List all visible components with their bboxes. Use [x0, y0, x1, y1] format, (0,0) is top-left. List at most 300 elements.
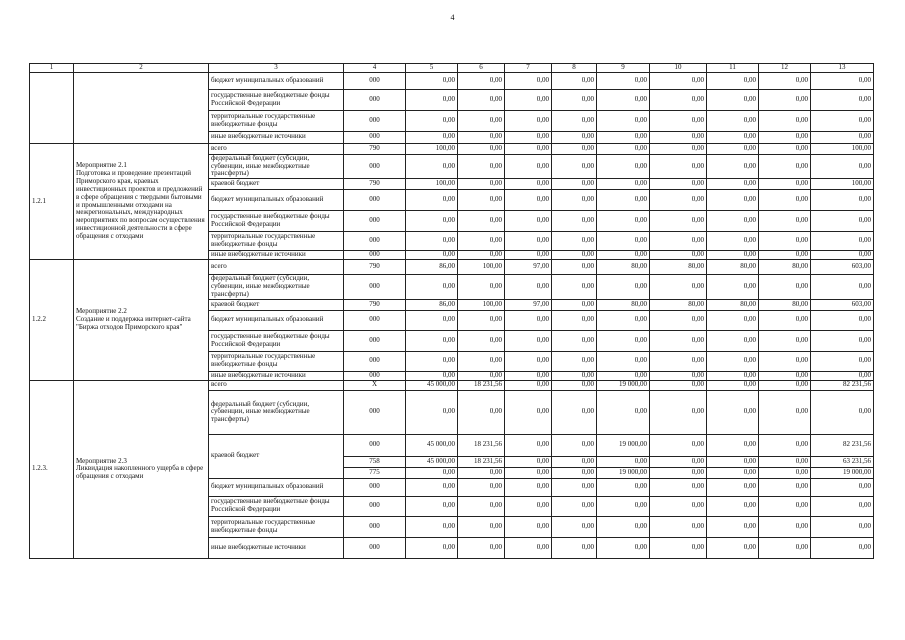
code-cell: 000	[344, 131, 406, 143]
column-header-9: 9	[597, 64, 650, 73]
amount-cell: 0,00	[597, 110, 650, 131]
code-cell: 000	[344, 516, 406, 537]
amount-cell: 0,00	[505, 351, 552, 371]
amount-cell: 0,00	[552, 496, 597, 516]
item-number-cell: 1.2.2	[30, 260, 74, 380]
code-cell: 790	[344, 143, 406, 154]
amount-cell: 80,00	[707, 299, 759, 310]
code-cell: 000	[344, 371, 406, 380]
amount-cell: 0,00	[552, 380, 597, 390]
item-name-cell	[74, 72, 209, 143]
amount-cell: 0,00	[650, 330, 707, 351]
amount-cell: 0,00	[552, 89, 597, 110]
code-cell: 000	[344, 72, 406, 89]
column-header-5: 5	[406, 64, 458, 73]
amount-cell: 0,00	[505, 275, 552, 299]
amount-cell: 0,00	[597, 190, 650, 211]
amount-cell: 0,00	[759, 110, 811, 131]
amount-cell: 0,00	[650, 434, 707, 456]
amount-cell: 0,00	[811, 390, 874, 434]
amount-cell: 0,00	[505, 478, 552, 496]
amount-cell: 0,00	[707, 251, 759, 260]
amount-cell: 0,00	[406, 537, 458, 558]
amount-cell: 0,00	[458, 537, 505, 558]
amount-cell: 0,00	[597, 310, 650, 330]
amount-cell: 0,00	[458, 179, 505, 190]
amount-cell: 0,00	[406, 496, 458, 516]
amount-cell: 0,00	[552, 72, 597, 89]
amount-cell: 63 231,56	[811, 456, 874, 467]
funding-source-cell: федеральный бюджет (субсидии, субвенции, иные межбюджетные трансферты)	[209, 275, 344, 299]
amount-cell: 0,00	[597, 232, 650, 251]
amount-cell: 0,00	[759, 190, 811, 211]
funding-source-cell: государственные внебюджетные фонды Российской Федерации	[209, 496, 344, 516]
column-header-1: 1	[30, 64, 74, 73]
funding-source-cell: всего	[209, 380, 344, 390]
amount-cell: 80,00	[597, 299, 650, 310]
code-cell: 000	[344, 275, 406, 299]
amount-cell: 0,00	[811, 190, 874, 211]
amount-cell: 0,00	[552, 260, 597, 275]
amount-cell: 0,00	[505, 143, 552, 154]
amount-cell: 0,00	[759, 89, 811, 110]
amount-cell: 0,00	[552, 456, 597, 467]
amount-cell: 0,00	[458, 351, 505, 371]
amount-cell: 0,00	[811, 251, 874, 260]
amount-cell: 0,00	[597, 496, 650, 516]
amount-cell: 100,00	[458, 299, 505, 310]
amount-cell: 0,00	[707, 330, 759, 351]
amount-cell: 0,00	[759, 143, 811, 154]
amount-cell: 0,00	[458, 143, 505, 154]
amount-cell: 0,00	[406, 478, 458, 496]
amount-cell: 0,00	[597, 72, 650, 89]
column-header-10: 10	[650, 64, 707, 73]
amount-cell: 0,00	[650, 72, 707, 89]
amount-cell: 0,00	[597, 143, 650, 154]
amount-cell: 0,00	[707, 456, 759, 467]
amount-cell: 0,00	[505, 89, 552, 110]
amount-cell: 100,00	[406, 143, 458, 154]
amount-cell: 0,00	[597, 89, 650, 110]
amount-cell: 0,00	[759, 179, 811, 190]
amount-cell: 0,00	[597, 251, 650, 260]
amount-cell: 0,00	[759, 154, 811, 178]
amount-cell: 45 000,00	[406, 456, 458, 467]
amount-cell: 0,00	[707, 390, 759, 434]
amount-cell: 0,00	[597, 390, 650, 434]
amount-cell: 18 231,56	[458, 434, 505, 456]
amount-cell: 0,00	[707, 131, 759, 143]
amount-cell: 0,00	[552, 211, 597, 232]
amount-cell: 0,00	[759, 516, 811, 537]
amount-cell: 0,00	[650, 496, 707, 516]
amount-cell: 80,00	[759, 260, 811, 275]
amount-cell: 0,00	[597, 516, 650, 537]
amount-cell: 0,00	[811, 371, 874, 380]
amount-cell: 0,00	[707, 232, 759, 251]
amount-cell: 0,00	[811, 275, 874, 299]
amount-cell: 45 000,00	[406, 434, 458, 456]
amount-cell: 0,00	[759, 251, 811, 260]
amount-cell: 100,00	[406, 179, 458, 190]
amount-cell: 0,00	[505, 211, 552, 232]
amount-cell: 0,00	[650, 275, 707, 299]
code-cell: 000	[344, 478, 406, 496]
column-header-7: 7	[505, 64, 552, 73]
amount-cell: 0,00	[707, 371, 759, 380]
amount-cell: 0,00	[597, 478, 650, 496]
amount-cell: 0,00	[650, 537, 707, 558]
code-cell: 000	[344, 330, 406, 351]
amount-cell: 603,00	[811, 260, 874, 275]
amount-cell: 0,00	[759, 456, 811, 467]
code-cell: 000	[344, 190, 406, 211]
table-row	[30, 72, 874, 89]
amount-cell: 0,00	[505, 390, 552, 434]
amount-cell: 0,00	[707, 380, 759, 390]
amount-cell: 0,00	[707, 89, 759, 110]
amount-cell: 0,00	[650, 143, 707, 154]
amount-cell: 0,00	[811, 154, 874, 178]
amount-cell: 0,00	[759, 371, 811, 380]
funding-source-cell: краевой бюджет	[209, 434, 344, 478]
amount-cell: 0,00	[650, 467, 707, 478]
amount-cell: 0,00	[650, 516, 707, 537]
amount-cell: 0,00	[811, 89, 874, 110]
amount-cell: 0,00	[707, 110, 759, 131]
funding-source-cell: иные внебюджетные источники	[209, 537, 344, 558]
amount-cell: 0,00	[406, 351, 458, 371]
amount-cell: 0,00	[552, 131, 597, 143]
amount-cell: 45 000,00	[406, 380, 458, 390]
amount-cell: 0,00	[759, 380, 811, 390]
funding-source-cell: иные внебюджетные источники	[209, 251, 344, 260]
column-header-8: 8	[552, 64, 597, 73]
amount-cell: 86,00	[406, 299, 458, 310]
amount-cell: 0,00	[707, 496, 759, 516]
amount-cell: 0,00	[505, 496, 552, 516]
amount-cell: 0,00	[650, 89, 707, 110]
amount-cell: 0,00	[552, 310, 597, 330]
amount-cell: 0,00	[552, 478, 597, 496]
amount-cell: 0,00	[811, 330, 874, 351]
amount-cell: 0,00	[707, 310, 759, 330]
amount-cell: 0,00	[458, 110, 505, 131]
amount-cell: 0,00	[406, 371, 458, 380]
amount-cell: 0,00	[811, 232, 874, 251]
amount-cell: 0,00	[406, 232, 458, 251]
amount-cell: 0,00	[552, 330, 597, 351]
amount-cell: 0,00	[552, 516, 597, 537]
code-cell: 000	[344, 434, 406, 456]
code-cell: 790	[344, 299, 406, 310]
amount-cell: 0,00	[650, 351, 707, 371]
amount-cell: 0,00	[811, 351, 874, 371]
amount-cell: 0,00	[406, 251, 458, 260]
amount-cell: 80,00	[759, 299, 811, 310]
amount-cell: 0,00	[458, 467, 505, 478]
amount-cell: 0,00	[458, 478, 505, 496]
column-header-12: 12	[759, 64, 811, 73]
item-name-cell: Мероприятие 2.1 Подготовка и проведение презентаций Приморского края, краевых инвестиционных проектов и предложений в сфере обращения с твердыми бытовыми и промышленными отходами на межрегиональных, международных мероприятиях по вопросам осуществления инвестиционной деятельности в сфере обращения с отходами	[74, 143, 209, 259]
funding-source-cell: федеральный бюджет (субсидии, субвенции, иные межбюджетные трансферты)	[209, 154, 344, 178]
amount-cell: 0,00	[458, 371, 505, 380]
amount-cell: 80,00	[650, 260, 707, 275]
amount-cell: 0,00	[707, 179, 759, 190]
column-header-11: 11	[707, 64, 759, 73]
amount-cell: 0,00	[707, 143, 759, 154]
amount-cell: 0,00	[505, 131, 552, 143]
column-header-13: 13	[811, 64, 874, 73]
amount-cell: 19 000,00	[597, 467, 650, 478]
amount-cell: 19 000,00	[811, 467, 874, 478]
amount-cell: 0,00	[406, 89, 458, 110]
amount-cell: 0,00	[759, 478, 811, 496]
funding-source-cell: государственные внебюджетные фонды Российской Федерации	[209, 89, 344, 110]
amount-cell: 0,00	[759, 72, 811, 89]
amount-cell: 0,00	[505, 537, 552, 558]
amount-cell: 0,00	[505, 330, 552, 351]
amount-cell: 0,00	[458, 330, 505, 351]
amount-cell: 0,00	[707, 275, 759, 299]
amount-cell: 0,00	[552, 232, 597, 251]
amount-cell: 80,00	[707, 260, 759, 275]
amount-cell: 0,00	[406, 275, 458, 299]
amount-cell: 0,00	[597, 275, 650, 299]
amount-cell: 0,00	[552, 299, 597, 310]
amount-cell: 0,00	[650, 310, 707, 330]
amount-cell: 0,00	[458, 516, 505, 537]
amount-cell: 18 231,56	[458, 456, 505, 467]
item-number-cell	[30, 72, 74, 143]
code-cell: 000	[344, 351, 406, 371]
amount-cell: 0,00	[552, 190, 597, 211]
funding-source-cell: бюджет муниципальных образований	[209, 190, 344, 211]
amount-cell: 0,00	[406, 110, 458, 131]
amount-cell: 0,00	[406, 131, 458, 143]
amount-cell: 82 231,56	[811, 434, 874, 456]
amount-cell: 0,00	[505, 232, 552, 251]
amount-cell: 0,00	[458, 251, 505, 260]
amount-cell: 0,00	[650, 390, 707, 434]
amount-cell: 0,00	[759, 310, 811, 330]
amount-cell: 0,00	[505, 110, 552, 131]
amount-cell: 0,00	[552, 179, 597, 190]
column-header-3: 3	[209, 64, 344, 73]
amount-cell: 0,00	[811, 211, 874, 232]
amount-cell: 0,00	[597, 131, 650, 143]
amount-cell: 0,00	[759, 467, 811, 478]
amount-cell: 80,00	[650, 299, 707, 310]
amount-cell: 0,00	[707, 478, 759, 496]
funding-source-cell: государственные внебюджетные фонды Российской Федерации	[209, 330, 344, 351]
amount-cell: 97,00	[505, 299, 552, 310]
item-number-cell: 1.2.3.	[30, 380, 74, 558]
code-cell: 790	[344, 260, 406, 275]
amount-cell: 0,00	[552, 251, 597, 260]
amount-cell: 0,00	[707, 516, 759, 537]
amount-cell: 86,00	[406, 260, 458, 275]
amount-cell: 0,00	[552, 390, 597, 434]
column-header-row	[30, 64, 874, 73]
amount-cell: 97,00	[505, 260, 552, 275]
amount-cell: 0,00	[650, 110, 707, 131]
amount-cell: 0,00	[707, 190, 759, 211]
funding-source-cell: федеральный бюджет (субсидии, субвенции, иные межбюджетные трансферты)	[209, 390, 344, 434]
amount-cell: 0,00	[707, 537, 759, 558]
amount-cell: 0,00	[458, 154, 505, 178]
amount-cell: 0,00	[811, 516, 874, 537]
amount-cell: 19 000,00	[597, 380, 650, 390]
amount-cell: 0,00	[458, 496, 505, 516]
amount-cell: 18 231,56	[458, 380, 505, 390]
amount-cell: 0,00	[707, 154, 759, 178]
funding-source-cell: территориальные государственные внебюджетные фонды	[209, 232, 344, 251]
amount-cell: 0,00	[811, 110, 874, 131]
amount-cell: 0,00	[505, 371, 552, 380]
amount-cell: 0,00	[650, 179, 707, 190]
amount-cell: 0,00	[597, 154, 650, 178]
code-cell: 000	[344, 310, 406, 330]
amount-cell: 0,00	[458, 275, 505, 299]
amount-cell: 0,00	[552, 537, 597, 558]
amount-cell: 0,00	[505, 310, 552, 330]
amount-cell: 0,00	[759, 434, 811, 456]
page-number: 4	[450, 13, 455, 22]
amount-cell: 0,00	[406, 211, 458, 232]
code-cell: 775	[344, 467, 406, 478]
amount-cell: 0,00	[458, 390, 505, 434]
amount-cell: 0,00	[406, 190, 458, 211]
amount-cell: 0,00	[552, 143, 597, 154]
amount-cell: 0,00	[707, 72, 759, 89]
amount-cell: 0,00	[406, 310, 458, 330]
amount-cell: 0,00	[650, 251, 707, 260]
funding-source-cell: государственные внебюджетные фонды Российской Федерации	[209, 211, 344, 232]
amount-cell: 0,00	[406, 154, 458, 178]
amount-cell: 80,00	[597, 260, 650, 275]
amount-cell: 0,00	[505, 434, 552, 456]
amount-cell: 0,00	[505, 154, 552, 178]
amount-cell: 0,00	[552, 110, 597, 131]
amount-cell: 0,00	[552, 467, 597, 478]
code-cell: Х	[344, 380, 406, 390]
item-number-cell: 1.2.1	[30, 143, 74, 259]
budget-table	[29, 63, 874, 559]
amount-cell: 0,00	[552, 371, 597, 380]
amount-cell: 0,00	[505, 516, 552, 537]
table-row	[30, 260, 874, 275]
amount-cell: 19 000,00	[597, 434, 650, 456]
amount-cell: 0,00	[505, 456, 552, 467]
amount-cell: 0,00	[759, 537, 811, 558]
amount-cell: 0,00	[458, 131, 505, 143]
amount-cell: 0,00	[811, 310, 874, 330]
amount-cell: 0,00	[707, 434, 759, 456]
amount-cell: 0,00	[505, 251, 552, 260]
amount-cell: 0,00	[597, 211, 650, 232]
table-row	[30, 143, 874, 154]
code-cell: 000	[344, 251, 406, 260]
amount-cell: 0,00	[552, 351, 597, 371]
funding-source-cell: бюджет муниципальных образований	[209, 478, 344, 496]
amount-cell: 0,00	[759, 211, 811, 232]
amount-cell: 0,00	[759, 275, 811, 299]
code-cell: 000	[344, 89, 406, 110]
amount-cell: 0,00	[707, 467, 759, 478]
funding-source-cell: территориальные государственные внебюджетные фонды	[209, 516, 344, 537]
amount-cell: 100,00	[458, 260, 505, 275]
amount-cell: 0,00	[597, 537, 650, 558]
funding-source-cell: иные внебюджетные источники	[209, 131, 344, 143]
amount-cell: 0,00	[759, 131, 811, 143]
code-cell: 000	[344, 496, 406, 516]
code-cell: 790	[344, 179, 406, 190]
amount-cell: 0,00	[552, 275, 597, 299]
amount-cell: 0,00	[505, 190, 552, 211]
amount-cell: 0,00	[707, 211, 759, 232]
amount-cell: 0,00	[650, 154, 707, 178]
amount-cell: 0,00	[597, 351, 650, 371]
amount-cell: 0,00	[650, 456, 707, 467]
amount-cell: 0,00	[406, 72, 458, 89]
amount-cell: 100,00	[811, 179, 874, 190]
amount-cell: 82 231,56	[811, 380, 874, 390]
code-cell: 000	[344, 110, 406, 131]
amount-cell: 0,00	[597, 179, 650, 190]
amount-cell: 0,00	[597, 456, 650, 467]
amount-cell: 0,00	[458, 89, 505, 110]
amount-cell: 0,00	[811, 478, 874, 496]
amount-cell: 0,00	[650, 478, 707, 496]
column-header-6: 6	[458, 64, 505, 73]
code-cell: 000	[344, 537, 406, 558]
amount-cell: 0,00	[505, 179, 552, 190]
code-cell: 000	[344, 211, 406, 232]
amount-cell: 0,00	[505, 72, 552, 89]
amount-cell: 0,00	[650, 211, 707, 232]
funding-source-cell: краевой бюджет	[209, 179, 344, 190]
funding-source-cell: территориальные государственные внебюджетные фонды	[209, 110, 344, 131]
amount-cell: 0,00	[458, 310, 505, 330]
code-cell: 000	[344, 154, 406, 178]
column-header-2: 2	[74, 64, 209, 73]
amount-cell: 0,00	[811, 72, 874, 89]
amount-cell: 0,00	[505, 467, 552, 478]
amount-cell: 0,00	[406, 390, 458, 434]
funding-source-cell: краевой бюджет	[209, 299, 344, 310]
amount-cell: 0,00	[406, 330, 458, 351]
amount-cell: 0,00	[505, 380, 552, 390]
budget-table-body	[30, 64, 874, 559]
amount-cell: 0,00	[650, 380, 707, 390]
amount-cell: 0,00	[552, 434, 597, 456]
amount-cell: 0,00	[458, 190, 505, 211]
amount-cell: 0,00	[759, 496, 811, 516]
amount-cell: 0,00	[759, 232, 811, 251]
item-name-cell: Мероприятие 2.3 Ликвидация накопленного ущерба в сфере обращения с отходами	[74, 380, 209, 558]
amount-cell: 0,00	[811, 537, 874, 558]
amount-cell: 0,00	[759, 330, 811, 351]
amount-cell: 0,00	[707, 351, 759, 371]
funding-source-cell: бюджет муниципальных образований	[209, 310, 344, 330]
amount-cell: 603,00	[811, 299, 874, 310]
amount-cell: 0,00	[811, 496, 874, 516]
amount-cell: 0,00	[650, 232, 707, 251]
amount-cell: 0,00	[406, 467, 458, 478]
column-header-4: 4	[344, 64, 406, 73]
